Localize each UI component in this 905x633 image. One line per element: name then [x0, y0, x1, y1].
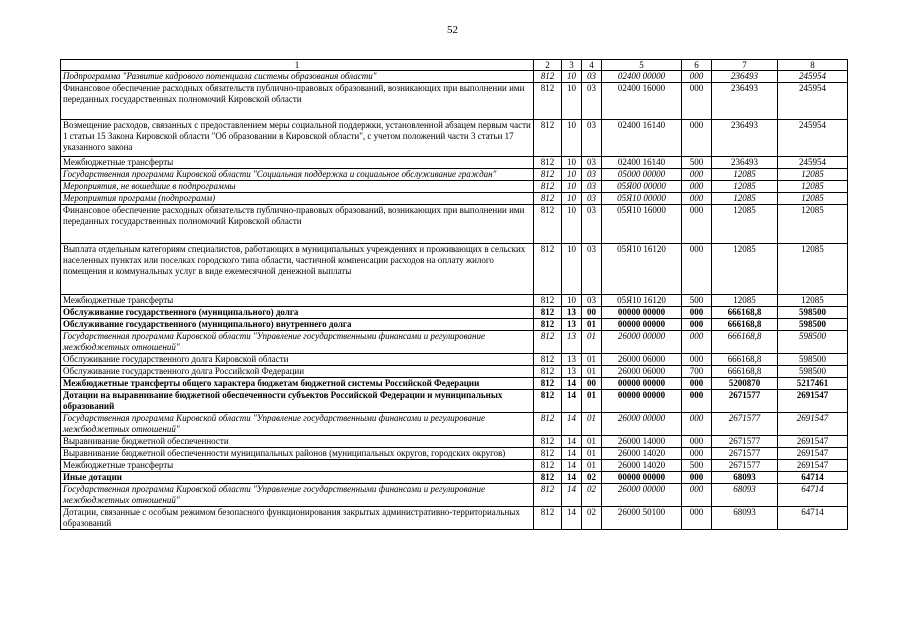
row-expense-type-cell: 000	[682, 390, 712, 413]
row-target-article-cell: 05Я10 16120	[602, 244, 682, 295]
row-target-article-cell: 02400 00000	[602, 71, 682, 83]
row-subsection-cell: 03	[582, 157, 602, 169]
row-name-cell: Обслуживание государственного (муниципального) долга	[61, 307, 534, 319]
row-amount-year2-cell: 64714	[778, 484, 848, 507]
row-subsection-cell: 02	[582, 484, 602, 507]
row-expense-type-cell: 700	[682, 366, 712, 378]
row-amount-year1-cell: 2671577	[712, 413, 778, 436]
row-target-article-cell: 05Я10 16120	[602, 295, 682, 307]
row-admin-code-cell: 812	[534, 181, 562, 193]
row-expense-type-cell: 000	[682, 205, 712, 244]
row-amount-year2-cell: 598500	[778, 307, 848, 319]
row-section-cell: 10	[562, 83, 582, 120]
row-amount-year2-cell: 2691547	[778, 448, 848, 460]
table-row	[61, 319, 848, 331]
row-amount-year1-cell: 12085	[712, 181, 778, 193]
row-target-article-cell: 00000 00000	[602, 472, 682, 484]
row-name-cell: Межбюджетные трансферты общего характера бюджетам бюджетной системы Российской Федерации	[61, 378, 534, 390]
row-admin-code-cell: 812	[534, 169, 562, 181]
row-amount-year1-cell: 2671577	[712, 390, 778, 413]
row-name-cell: Мероприятия программ (подпрограмм)	[61, 193, 534, 205]
table-row	[61, 460, 848, 472]
row-name-cell: Обслуживание государственного долга Российской Федерации	[61, 366, 534, 378]
row-amount-year1-cell: 666168,8	[712, 331, 778, 354]
row-name-cell: Выравнивание бюджетной обеспеченности	[61, 436, 534, 448]
table-row	[61, 157, 848, 169]
row-name-cell: Дотации, связанные с особым режимом безопасного функционирования закрытых административно-территориальных образований	[61, 507, 534, 530]
table-row	[61, 507, 848, 530]
row-admin-code-cell: 812	[534, 448, 562, 460]
row-expense-type-cell: 000	[682, 83, 712, 120]
header-col-6: 6	[682, 60, 712, 71]
row-subsection-cell: 01	[582, 354, 602, 366]
row-target-article-cell: 00000 00000	[602, 307, 682, 319]
row-amount-year1-cell: 12085	[712, 193, 778, 205]
row-section-cell: 14	[562, 484, 582, 507]
row-target-article-cell: 26000 06000	[602, 366, 682, 378]
row-subsection-cell: 01	[582, 366, 602, 378]
row-amount-year2-cell: 12085	[778, 181, 848, 193]
row-amount-year2-cell: 12085	[778, 244, 848, 295]
row-amount-year1-cell: 12085	[712, 169, 778, 181]
row-section-cell: 14	[562, 507, 582, 530]
row-amount-year1-cell: 68093	[712, 472, 778, 484]
row-subsection-cell: 03	[582, 169, 602, 181]
row-target-article-cell: 26000 06000	[602, 354, 682, 366]
row-amount-year2-cell: 245954	[778, 120, 848, 157]
row-target-article-cell: 26000 00000	[602, 413, 682, 436]
row-expense-type-cell: 000	[682, 354, 712, 366]
row-admin-code-cell: 812	[534, 205, 562, 244]
row-subsection-cell: 01	[582, 436, 602, 448]
row-section-cell: 13	[562, 366, 582, 378]
row-admin-code-cell: 812	[534, 354, 562, 366]
row-section-cell: 14	[562, 413, 582, 436]
row-admin-code-cell: 812	[534, 436, 562, 448]
row-target-article-cell: 05Я00 00000	[602, 181, 682, 193]
row-section-cell: 10	[562, 295, 582, 307]
table-row	[61, 472, 848, 484]
row-admin-code-cell: 812	[534, 295, 562, 307]
row-section-cell: 14	[562, 436, 582, 448]
row-amount-year2-cell: 598500	[778, 319, 848, 331]
row-amount-year2-cell: 5217461	[778, 378, 848, 390]
row-amount-year1-cell: 666168,8	[712, 319, 778, 331]
row-expense-type-cell: 000	[682, 331, 712, 354]
table-header-row	[61, 60, 848, 71]
table-row	[61, 448, 848, 460]
table-row	[61, 413, 848, 436]
table-row	[61, 331, 848, 354]
row-amount-year1-cell: 12085	[712, 295, 778, 307]
row-amount-year2-cell: 2691547	[778, 436, 848, 448]
table-row	[61, 307, 848, 319]
row-subsection-cell: 01	[582, 331, 602, 354]
header-col-5: 5	[602, 60, 682, 71]
table-row	[61, 354, 848, 366]
row-admin-code-cell: 812	[534, 244, 562, 295]
row-expense-type-cell: 000	[682, 319, 712, 331]
row-name-cell: Подпрограмма "Развитие кадрового потенциала системы образования области"	[61, 71, 534, 83]
row-name-cell: Выравнивание бюджетной обеспеченности муниципальных районов (муниципальных округов, городских округов)	[61, 448, 534, 460]
row-admin-code-cell: 812	[534, 390, 562, 413]
row-section-cell: 14	[562, 390, 582, 413]
table-row	[61, 71, 848, 83]
row-target-article-cell: 26000 00000	[602, 331, 682, 354]
row-target-article-cell: 00000 00000	[602, 390, 682, 413]
row-amount-year1-cell: 666168,8	[712, 366, 778, 378]
table-row	[61, 181, 848, 193]
row-subsection-cell: 03	[582, 181, 602, 193]
row-name-cell: Мероприятия, не вошедшие в подпрограммы	[61, 181, 534, 193]
header-col-1: 1	[61, 60, 534, 71]
row-expense-type-cell: 000	[682, 193, 712, 205]
row-subsection-cell: 03	[582, 295, 602, 307]
row-target-article-cell: 26000 14020	[602, 460, 682, 472]
row-admin-code-cell: 812	[534, 378, 562, 390]
row-name-cell: Государственная программа Кировской области "Социальная поддержка и социальное обслуживание граждан"	[61, 169, 534, 181]
row-section-cell: 14	[562, 448, 582, 460]
row-amount-year2-cell: 245954	[778, 157, 848, 169]
row-section-cell: 10	[562, 181, 582, 193]
row-amount-year1-cell: 68093	[712, 484, 778, 507]
row-amount-year2-cell: 245954	[778, 83, 848, 120]
row-amount-year1-cell: 12085	[712, 244, 778, 295]
row-expense-type-cell: 000	[682, 484, 712, 507]
row-amount-year2-cell: 2691547	[778, 460, 848, 472]
row-amount-year2-cell: 2691547	[778, 390, 848, 413]
row-amount-year1-cell: 68093	[712, 507, 778, 530]
row-amount-year2-cell: 12085	[778, 205, 848, 244]
table-row	[61, 193, 848, 205]
row-name-cell: Межбюджетные трансферты	[61, 295, 534, 307]
row-amount-year1-cell: 236493	[712, 120, 778, 157]
row-expense-type-cell: 000	[682, 472, 712, 484]
row-name-cell: Обслуживание государственного (муниципального) внутреннего долга	[61, 319, 534, 331]
row-amount-year1-cell: 666168,8	[712, 307, 778, 319]
row-admin-code-cell: 812	[534, 319, 562, 331]
header-col-2: 2	[534, 60, 562, 71]
row-section-cell: 10	[562, 157, 582, 169]
row-section-cell: 14	[562, 378, 582, 390]
row-section-cell: 13	[562, 331, 582, 354]
row-admin-code-cell: 812	[534, 366, 562, 378]
row-amount-year1-cell: 2671577	[712, 460, 778, 472]
row-section-cell: 10	[562, 244, 582, 295]
row-expense-type-cell: 000	[682, 448, 712, 460]
row-name-cell: Выплата отдельным категориям специалистов, работающих в муниципальных учреждениях и проживающих в сельских населенных пунктах или поселках городского типа области, частичной компенсации расходов на оплату жилого помещения и коммунальных услуг в виде ежемесячной денежной выплаты	[61, 244, 534, 295]
row-admin-code-cell: 812	[534, 460, 562, 472]
row-admin-code-cell: 812	[534, 331, 562, 354]
row-section-cell: 14	[562, 460, 582, 472]
row-admin-code-cell: 812	[534, 120, 562, 157]
row-amount-year1-cell: 2671577	[712, 436, 778, 448]
row-section-cell: 14	[562, 472, 582, 484]
row-expense-type-cell: 000	[682, 436, 712, 448]
row-target-article-cell: 26000 14000	[602, 436, 682, 448]
row-admin-code-cell: 812	[534, 71, 562, 83]
row-subsection-cell: 03	[582, 120, 602, 157]
row-expense-type-cell: 000	[682, 120, 712, 157]
row-subsection-cell: 03	[582, 193, 602, 205]
row-section-cell: 13	[562, 354, 582, 366]
row-amount-year2-cell: 12085	[778, 193, 848, 205]
page-number: 52	[447, 24, 458, 36]
row-amount-year2-cell: 12085	[778, 295, 848, 307]
table-row	[61, 205, 848, 244]
row-amount-year1-cell: 236493	[712, 83, 778, 120]
row-section-cell: 10	[562, 120, 582, 157]
row-section-cell: 10	[562, 169, 582, 181]
row-amount-year2-cell: 245954	[778, 71, 848, 83]
table-row	[61, 484, 848, 507]
row-expense-type-cell: 000	[682, 413, 712, 436]
row-expense-type-cell: 000	[682, 169, 712, 181]
row-subsection-cell: 03	[582, 71, 602, 83]
row-subsection-cell: 01	[582, 413, 602, 436]
row-expense-type-cell: 500	[682, 460, 712, 472]
table-row	[61, 295, 848, 307]
row-amount-year1-cell: 666168,8	[712, 354, 778, 366]
row-target-article-cell: 26000 50100	[602, 507, 682, 530]
row-target-article-cell: 05Я10 00000	[602, 193, 682, 205]
row-subsection-cell: 01	[582, 448, 602, 460]
row-amount-year1-cell: 5200870	[712, 378, 778, 390]
table-row	[61, 436, 848, 448]
row-admin-code-cell: 812	[534, 472, 562, 484]
row-subsection-cell: 02	[582, 472, 602, 484]
table-row	[61, 390, 848, 413]
row-target-article-cell: 02400 16140	[602, 157, 682, 169]
row-name-cell: Финансовое обеспечение расходных обязательств публично-правовых образований, возникающих при выполнении ими переданных государственных полномочий Кировской области	[61, 83, 534, 120]
row-amount-year1-cell: 12085	[712, 205, 778, 244]
row-amount-year1-cell: 2671577	[712, 448, 778, 460]
row-name-cell: Финансовое обеспечение расходных обязательств публично-правовых образований, возникающих при выполнении ими переданных государственных полномочий Кировской области	[61, 205, 534, 244]
row-target-article-cell: 00000 00000	[602, 319, 682, 331]
table-row	[61, 120, 848, 157]
row-expense-type-cell: 000	[682, 71, 712, 83]
row-amount-year2-cell: 598500	[778, 366, 848, 378]
row-section-cell: 10	[562, 71, 582, 83]
row-subsection-cell: 01	[582, 390, 602, 413]
row-section-cell: 13	[562, 307, 582, 319]
row-name-cell: Дотации на выравнивание бюджетной обеспеченности субъектов Российской Федерации и муниципальных образований	[61, 390, 534, 413]
row-expense-type-cell: 500	[682, 295, 712, 307]
row-section-cell: 13	[562, 319, 582, 331]
row-expense-type-cell: 000	[682, 244, 712, 295]
row-name-cell: Межбюджетные трансферты	[61, 157, 534, 169]
table-row	[61, 244, 848, 295]
row-subsection-cell: 03	[582, 244, 602, 295]
row-name-cell: Государственная программа Кировской области "Управление государственными финансами и регулирование межбюджетных отношений"	[61, 484, 534, 507]
row-target-article-cell: 05Я10 16000	[602, 205, 682, 244]
row-target-article-cell: 26000 00000	[602, 484, 682, 507]
header-col-7: 7	[712, 60, 778, 71]
row-expense-type-cell: 000	[682, 307, 712, 319]
row-target-article-cell: 26000 14020	[602, 448, 682, 460]
row-subsection-cell: 01	[582, 319, 602, 331]
row-amount-year2-cell: 2691547	[778, 413, 848, 436]
table-row	[61, 366, 848, 378]
table-row	[61, 378, 848, 390]
row-admin-code-cell: 812	[534, 307, 562, 319]
row-admin-code-cell: 812	[534, 484, 562, 507]
row-expense-type-cell: 000	[682, 378, 712, 390]
row-subsection-cell: 02	[582, 507, 602, 530]
row-name-cell: Иные дотации	[61, 472, 534, 484]
row-admin-code-cell: 812	[534, 413, 562, 436]
row-amount-year2-cell: 598500	[778, 331, 848, 354]
row-name-cell: Обслуживание государственного долга Кировской области	[61, 354, 534, 366]
row-target-article-cell: 02400 16140	[602, 120, 682, 157]
row-section-cell: 10	[562, 205, 582, 244]
row-amount-year1-cell: 236493	[712, 157, 778, 169]
table-row	[61, 169, 848, 181]
header-col-3: 3	[562, 60, 582, 71]
row-expense-type-cell: 000	[682, 507, 712, 530]
row-admin-code-cell: 812	[534, 83, 562, 120]
row-amount-year1-cell: 236493	[712, 71, 778, 83]
table-row	[61, 83, 848, 120]
row-subsection-cell: 01	[582, 460, 602, 472]
row-name-cell: Государственная программа Кировской области "Управление государственными финансами и регулирование межбюджетных отношений"	[61, 413, 534, 436]
row-subsection-cell: 00	[582, 378, 602, 390]
row-amount-year2-cell: 64714	[778, 507, 848, 530]
row-admin-code-cell: 812	[534, 507, 562, 530]
row-admin-code-cell: 812	[534, 193, 562, 205]
budget-table	[60, 59, 848, 530]
row-amount-year2-cell: 12085	[778, 169, 848, 181]
row-amount-year2-cell: 598500	[778, 354, 848, 366]
row-subsection-cell: 00	[582, 307, 602, 319]
row-section-cell: 10	[562, 193, 582, 205]
row-amount-year2-cell: 64714	[778, 472, 848, 484]
row-name-cell: Государственная программа Кировской области "Управление государственными финансами и регулирование межбюджетных отношений"	[61, 331, 534, 354]
header-col-8: 8	[778, 60, 848, 71]
header-col-4: 4	[582, 60, 602, 71]
row-expense-type-cell: 000	[682, 181, 712, 193]
row-target-article-cell: 00000 00000	[602, 378, 682, 390]
row-subsection-cell: 03	[582, 83, 602, 120]
row-name-cell: Межбюджетные трансферты	[61, 460, 534, 472]
row-subsection-cell: 03	[582, 205, 602, 244]
row-name-cell: Возмещение расходов, связанных с предоставлением меры социальной поддержки, установленной абзацем первым части 1 статьи 15 Закона Кировской области "Об образовании в Кировской области", с учетом положений части 3 статьи 17 указанного закона	[61, 120, 534, 157]
row-expense-type-cell: 500	[682, 157, 712, 169]
row-admin-code-cell: 812	[534, 157, 562, 169]
row-target-article-cell: 02400 16000	[602, 83, 682, 120]
row-target-article-cell: 05000 00000	[602, 169, 682, 181]
